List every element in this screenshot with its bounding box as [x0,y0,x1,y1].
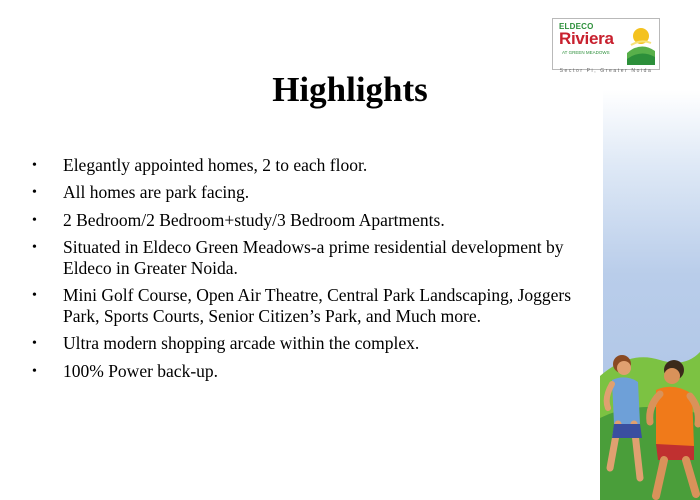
highlights-list [32,155,602,388]
logo-subtitle: AT GREEN MEADOWS [562,50,610,55]
bullet-icon: • [32,239,37,255]
bullet-icon: • [32,288,37,304]
bullet-text: Situated in Eldeco Green Meadows-a prime residential development by Eldeco in Greater Noida. [63,236,564,278]
logo-brand: ELDECO [559,22,594,31]
list-item [32,361,602,382]
bullet-icon: • [32,363,37,379]
bullet-icon: • [32,336,37,352]
bullet-icon: • [32,158,37,173]
slide-title: Highlights [272,70,428,109]
bullet-icon: • [32,212,37,228]
list-item [32,210,602,231]
bullet-text: All homes are park facing. [63,182,250,203]
list-item [32,155,602,176]
bullet-text: Mini Golf Course, Open Air Theatre, Central Park Landscaping, Joggers Park, Sports Courts, Senior Citizen’s Park, and Much more. [63,285,572,327]
bullet-text: 2 Bedroom/2 Bedroom+study/3 Bedroom Apartments. [63,209,445,230]
list-item [32,237,602,279]
list-item [32,333,602,354]
logo-name: Riviera [559,29,614,48]
bullet-text: 100% Power back-up. [63,360,219,381]
bullet-icon: • [32,185,37,201]
list-item [32,182,602,203]
eldeco-riviera-logo [552,18,660,70]
logo-tagline: Sector Pi, Greater Noida [559,68,653,74]
logo-sun-field-icon [625,23,657,65]
list-item [32,285,602,327]
bullet-text: Elegantly appointed homes, 2 to each floor. [63,155,368,175]
joggers-clipart-icon [600,328,700,500]
bullet-text: Ultra modern shopping arcade within the complex. [63,333,420,354]
